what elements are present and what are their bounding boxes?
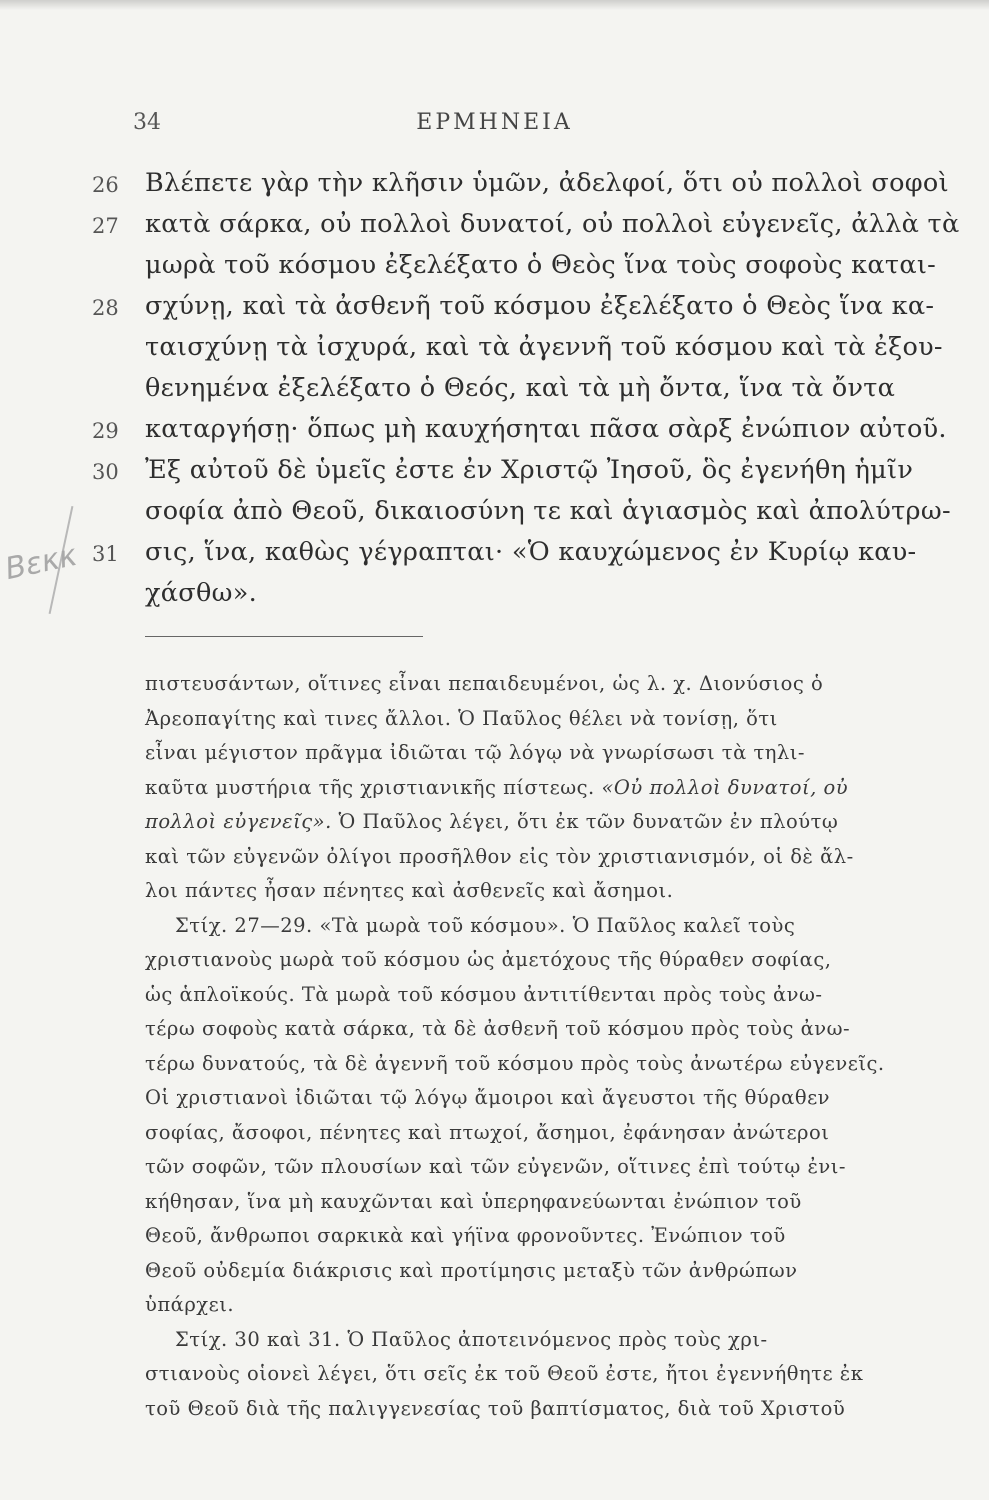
verse-line: Ἐξ αὐτοῦ δὲ ὑμεῖς ἐστε ἐν Χριστῷ Ἰησοῦ, ὃς ἐγενήθη ἡμῖν (145, 455, 914, 485)
verse-line: σις, ἵνα, καθὼς γέγραπται· «Ὁ καυχώμενος ἐν Κυρίῳ καυ- (145, 537, 917, 567)
commentary-line (145, 1362, 905, 1385)
page-top-edge (0, 0, 989, 10)
commentary-text-run: Ὁ Παῦλος λέγει, ὅτι ἐκ τῶν δυνατῶν ἐν πλούτῳ (338, 810, 839, 833)
verse-line: σχύνῃ, καὶ τὰ ἀσθενῆ τοῦ κόσμου ἐξελέξατο ὁ Θεὸς ἵνα κα- (145, 291, 935, 321)
commentary-line (175, 1328, 905, 1351)
commentary-line (145, 707, 905, 730)
commentary-line (175, 914, 905, 937)
commentary-text-run: Θεοῦ οὐδεμία διάκρισις καὶ προτίμησις μεταξὺ τῶν ἀνθρώπων (145, 1258, 798, 1282)
verse-line: μωρὰ τοῦ κόσμου ἐξελέξατο ὁ Θεὸς ἵνα τοὺς σοφοὺς καται- (145, 250, 937, 280)
commentary-text-run: Θεοῦ, ἄνθρωποι σαρκικὰ καὶ γήϊνα φρονοῦντες. Ἐνώπιον τοῦ (145, 1224, 786, 1247)
footnote-divider (145, 636, 423, 637)
commentary-line (145, 1086, 905, 1109)
verse-number: 26 (92, 173, 119, 197)
verse-number: 30 (92, 460, 119, 484)
commentary-text-run: ὡς ἁπλοϊκούς. Τὰ μωρὰ τοῦ κόσμου ἀντιτίθενται πρὸς τοὺς ἀνω- (145, 982, 823, 1006)
verse-number: 28 (92, 296, 119, 320)
commentary-quote: «Οὐ πολλοὶ δυνατοί, οὐ (601, 775, 849, 799)
commentary-text-run: τέρω σοφοὺς κατὰ σάρκα, τὰ δὲ ἀσθενῆ τοῦ κόσμου πρὸς τοὺς ἀνω- (145, 1017, 851, 1040)
commentary-text-run: χριστιανοὺς μωρὰ τοῦ κόσμου ὡς ἀμετόχους τῆς θύραθεν σοφίας, (145, 948, 832, 971)
commentary-line (145, 1052, 905, 1075)
commentary-text-run: Ἀρεοπαγίτης καὶ τινες ἄλλοι. Ὁ Παῦλος θέλει νὰ τονίσῃ, ὅτι (145, 706, 778, 730)
verse-number: 27 (92, 214, 119, 238)
commentary-text-run: πιστευσάντων, οἵτινες εἶναι πεπαιδευμένοι, ὡς λ. χ. Διονύσιος ὁ (145, 672, 824, 695)
commentary-text-run: Οἱ χριστιανοὶ ἰδιῶται τῷ λόγῳ ἄμοιροι καὶ ἄγευστοι τῆς θύραθεν (145, 1086, 831, 1109)
commentary-text-run: καὶ τῶν εὐγενῶν ὀλίγοι προσῆλθον εἰς τὸν χριστιανισμόν, οἱ δὲ ἄλ- (145, 844, 854, 868)
verse-line: θενημένα ἐξελέξατο ὁ Θεός, καὶ τὰ μὴ ὄντα, ἵνα τὰ ὄντα (145, 373, 896, 403)
commentary-text-run: τῶν σοφῶν, τῶν πλουσίων καὶ τῶν εὐγενῶν, οἵτινες ἐπὶ τούτῳ ἐνι- (145, 1155, 847, 1178)
commentary-text-run: Στίχ. 30 καὶ 31. Ὁ Παῦλος ἀποτεινόμενος πρὸς τοὺς χρι- (175, 1327, 768, 1351)
commentary-line (145, 1190, 905, 1213)
commentary-line (145, 879, 905, 902)
verse-line: Βλέπετε γὰρ τὴν κλῆσιν ὑμῶν, ἀδελφοί, ὅτι οὐ πολλοὶ σοφοὶ (145, 168, 949, 198)
commentary-line (145, 1155, 905, 1178)
commentary-line (145, 1224, 905, 1247)
commentary-line (145, 810, 905, 833)
commentary-line (145, 983, 905, 1006)
commentary-line (145, 845, 905, 868)
verse-line: κατὰ σάρκα, οὐ πολλοὶ δυνατοί, οὐ πολλοὶ εὐγενεῖς, ἀλλὰ τὰ (145, 209, 960, 239)
commentary-text-run: τοῦ Θεοῦ διὰ τῆς παλιγγενεσίας τοῦ βαπτίσματος, διὰ τοῦ Χριστοῦ (145, 1396, 846, 1420)
commentary-text-run: τέρω δυνατούς, τὰ δὲ ἀγεννῆ τοῦ κόσμου πρὸς τοὺς ἀνωτέρω εὐγενεῖς. (145, 1051, 885, 1075)
commentary-line (145, 672, 905, 695)
commentary-line (145, 1121, 905, 1144)
commentary-text-run: στιανοὺς οἱονεὶ λέγει, ὅτι σεῖς ἐκ τοῦ Θεοῦ ἐστε, ἤτοι ἐγεννήθητε ἐκ (145, 1362, 864, 1385)
commentary-line (145, 741, 905, 764)
margin-handwritten-note: Βεκκ (2, 537, 81, 588)
commentary-line (145, 1397, 905, 1420)
verse-line: καταργήσῃ· ὅπως μὴ καυχήσηται πᾶσα σὰρξ ἐνώπιον αὐτοῦ. (145, 414, 947, 444)
commentary-text-run: ὑπάρχει. (145, 1293, 235, 1316)
page-number: 34 (133, 110, 161, 135)
verse-line: σοφία ἀπὸ Θεοῦ, δικαιοσύνη τε καὶ ἁγιασμὸς καὶ ἀπολύτρω- (145, 496, 951, 526)
verse-line: ταισχύνῃ τὰ ἰσχυρά, καὶ τὰ ἀγεννῆ τοῦ κόσμου καὶ τὰ ἐξου- (145, 332, 943, 362)
verse-number: 31 (92, 542, 119, 566)
commentary-line (145, 776, 905, 799)
commentary-text-run: σοφίας, ἄσοφοι, πένητες καὶ πτωχοί, ἄσημοι, ἐφάνησαν ἀνώτεροι (145, 1120, 830, 1144)
commentary-line (145, 1293, 905, 1316)
commentary-text-run: Στίχ. 27—29. «Τὰ μωρὰ τοῦ κόσμου». Ὁ Παῦλος καλεῖ τοὺς (175, 913, 796, 937)
commentary-line (145, 1259, 905, 1282)
commentary-text-run: καῦτα μυστήρια τῆς χριστιανικῆς πίστεως. (145, 775, 595, 799)
commentary-text-run: κήθησαν, ἵνα μὴ καυχῶνται καὶ ὑπερηφανεύωνται ἐνώπιον τοῦ (145, 1189, 802, 1213)
commentary-line (145, 1017, 905, 1040)
verse-number: 29 (92, 419, 119, 443)
verse-line: χάσθω». (145, 578, 258, 608)
running-head: ΕΡΜΗΝΕΙΑ (416, 110, 573, 135)
commentary-text-run: εἶναι μέγιστον πρᾶγμα ἰδιῶται τῷ λόγῳ νὰ γνωρίσωσι τὰ τηλι- (145, 741, 806, 764)
commentary-text-run: λοι πάντες ἦσαν πένητες καὶ ἀσθενεῖς καὶ ἄσημοι. (145, 879, 674, 902)
commentary-quote: πολλοὶ εὐγενεῖς». (145, 810, 332, 833)
commentary-line (145, 948, 905, 971)
